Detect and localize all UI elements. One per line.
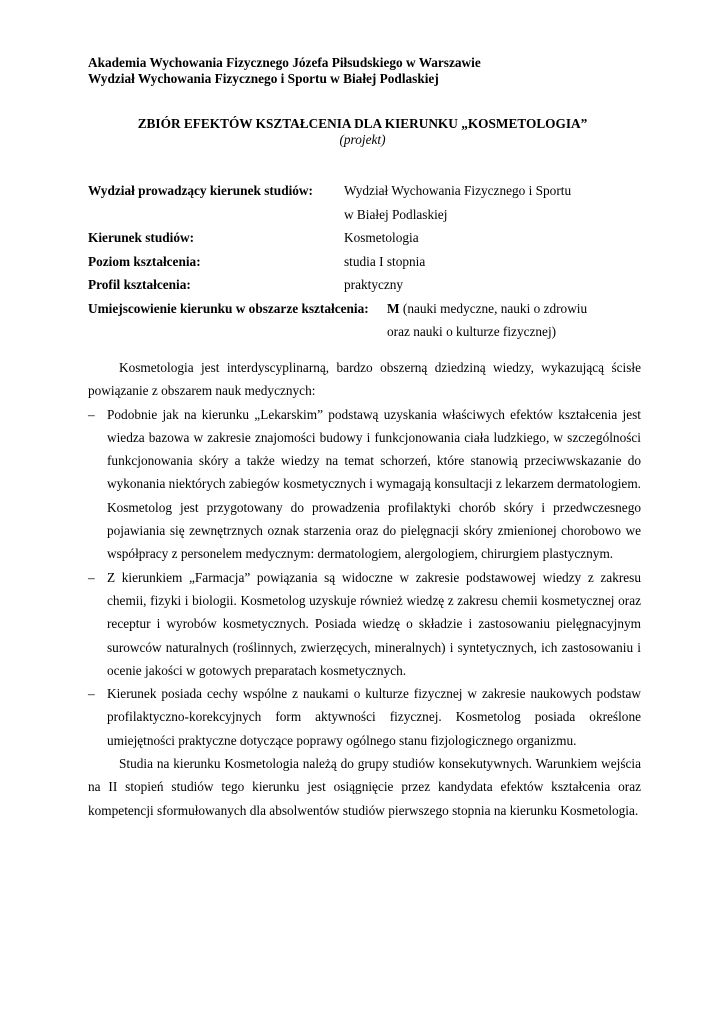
institution-header: [88, 55, 481, 87]
closing-paragraph: Studia na kierunku Kosmetologia należą do grupy studiów konsekutywnych. Warunkiem wejścia na II stopień studiów tego kierunku jest osiągnięcie przez kandydata efektów kształcenia oraz kompetencji sformułowanych dla absolwentów studiów pierwszego stopnia na kierunku Kosmetologia.: [88, 756, 641, 818]
document-subtitle: (projekt): [339, 132, 386, 147]
bullet-item-physical-culture: [88, 682, 641, 752]
bullet-item-medicine: [88, 403, 641, 566]
area-value-1: (nauki medyczne, nauki o zdrowiu: [399, 300, 588, 316]
bullet-text: Kierunek posiada cechy wspólne z naukami o kulturze fizycznej w zakresie naukowych podstaw profilaktyczno-korekcyjnych form aktywności fizycznej. Kosmetolog posiada określone umiejętności praktyczne dotyczące poprawy ogólnego stanu fizjologicznego organizmu.: [107, 686, 641, 748]
bullet-item-pharmacy: [88, 566, 641, 682]
area-label: Umiejscowienie kierunku w obszarze kształcenia:: [88, 300, 369, 316]
info-row-faculty-cont: [88, 203, 648, 227]
bullet-dash: –: [88, 406, 95, 422]
area-code: M: [387, 300, 400, 316]
faculty-label: Wydział prowadzący kierunek studiów:: [88, 183, 313, 198]
level-label: Poziom kształcenia:: [88, 253, 201, 269]
header-line-2: Wydział Wychowania Fizycznego i Sportu w Białej Podlaskiej: [88, 71, 439, 86]
info-row-faculty: [88, 179, 648, 203]
info-row-profile: [88, 273, 648, 297]
intro-paragraph: Kosmetologia jest interdyscyplinarną, bardzo obszerną dziedziną wiedzy, wykazującą ścisłe powiązanie z obszarem nauk medycznych:: [88, 360, 641, 399]
area-value-2: oraz nauki o kulturze fizycznej): [387, 324, 557, 339]
info-table: [88, 179, 648, 344]
profile-value: praktyczny: [344, 277, 404, 292]
faculty-value-1: Wydział Wychowania Fizycznego i Sportu: [344, 183, 572, 198]
document-title: ZBIÓR EFEKTÓW KSZTAŁCENIA DLA KIERUNKU „KOSMETOLOGIA”: [137, 116, 588, 131]
bullet-text: Z kierunkiem „Farmacja” powiązania są widoczne w zakresie podstawowej wiedzy z zakresu chemii, fizyki i biologii. Kosmetolog uzyskuje również wiedzę z zakresu chemii kosmetycznej oraz receptur i wyrobów kosmetycznych. Posiada wiedzę o składzie i zastosowaniu pielęgnacyjnym surowców naturalnych (roślinnych, zwierzęcych, mineralnych) i syntetycznych, ich zastosowaniu i ocenie jakości w gotowych preparatach kosmetycznych.: [107, 569, 641, 678]
bullet-text: Podobnie jak na kierunku „Lekarskim” podstawą uzyskania właściwych efektów kształcenia jest wiedza bazowa w zakresie znajomości budowy i funkcjonowania ciała ludzkiego, w szczególności funkcjonowania skóry a także wiedzy na temat schorzeń, które stanowią przeciwwskazanie do wykonania niektórych zabiegów kosmetycznych i wymagają konsultacji z lekarzem dermatologiem. Kosmetolog jest przygotowany do prowadzenia profilaktyki chorób skóry i przedwczesnego pojawiania się zewnętrznych oznak starzenia oraz do pielęgnacji skóry zmienionej chorobowo we współpracy z personelem medycznym: dermatologiem, alergologiem, chirurgiem plastycznym.: [107, 406, 641, 562]
level-value: studia I stopnia: [344, 253, 426, 269]
direction-value: Kosmetologia: [344, 230, 419, 245]
header-line-1: Akademia Wychowania Fizycznego Józefa Piłsudskiego w Warszawie: [88, 55, 481, 70]
info-row-direction: [88, 226, 648, 250]
info-row-level: [88, 250, 648, 274]
info-row-area-cont: [88, 320, 648, 344]
profile-label: Profil kształcenia:: [88, 277, 191, 292]
info-row-area: [88, 297, 648, 321]
bullet-dash: –: [88, 569, 95, 585]
document-body: [88, 356, 641, 822]
bullet-dash: –: [88, 686, 95, 702]
faculty-value-2: w Białej Podlaskiej: [344, 206, 448, 222]
direction-label: Kierunek studiów:: [88, 230, 195, 245]
